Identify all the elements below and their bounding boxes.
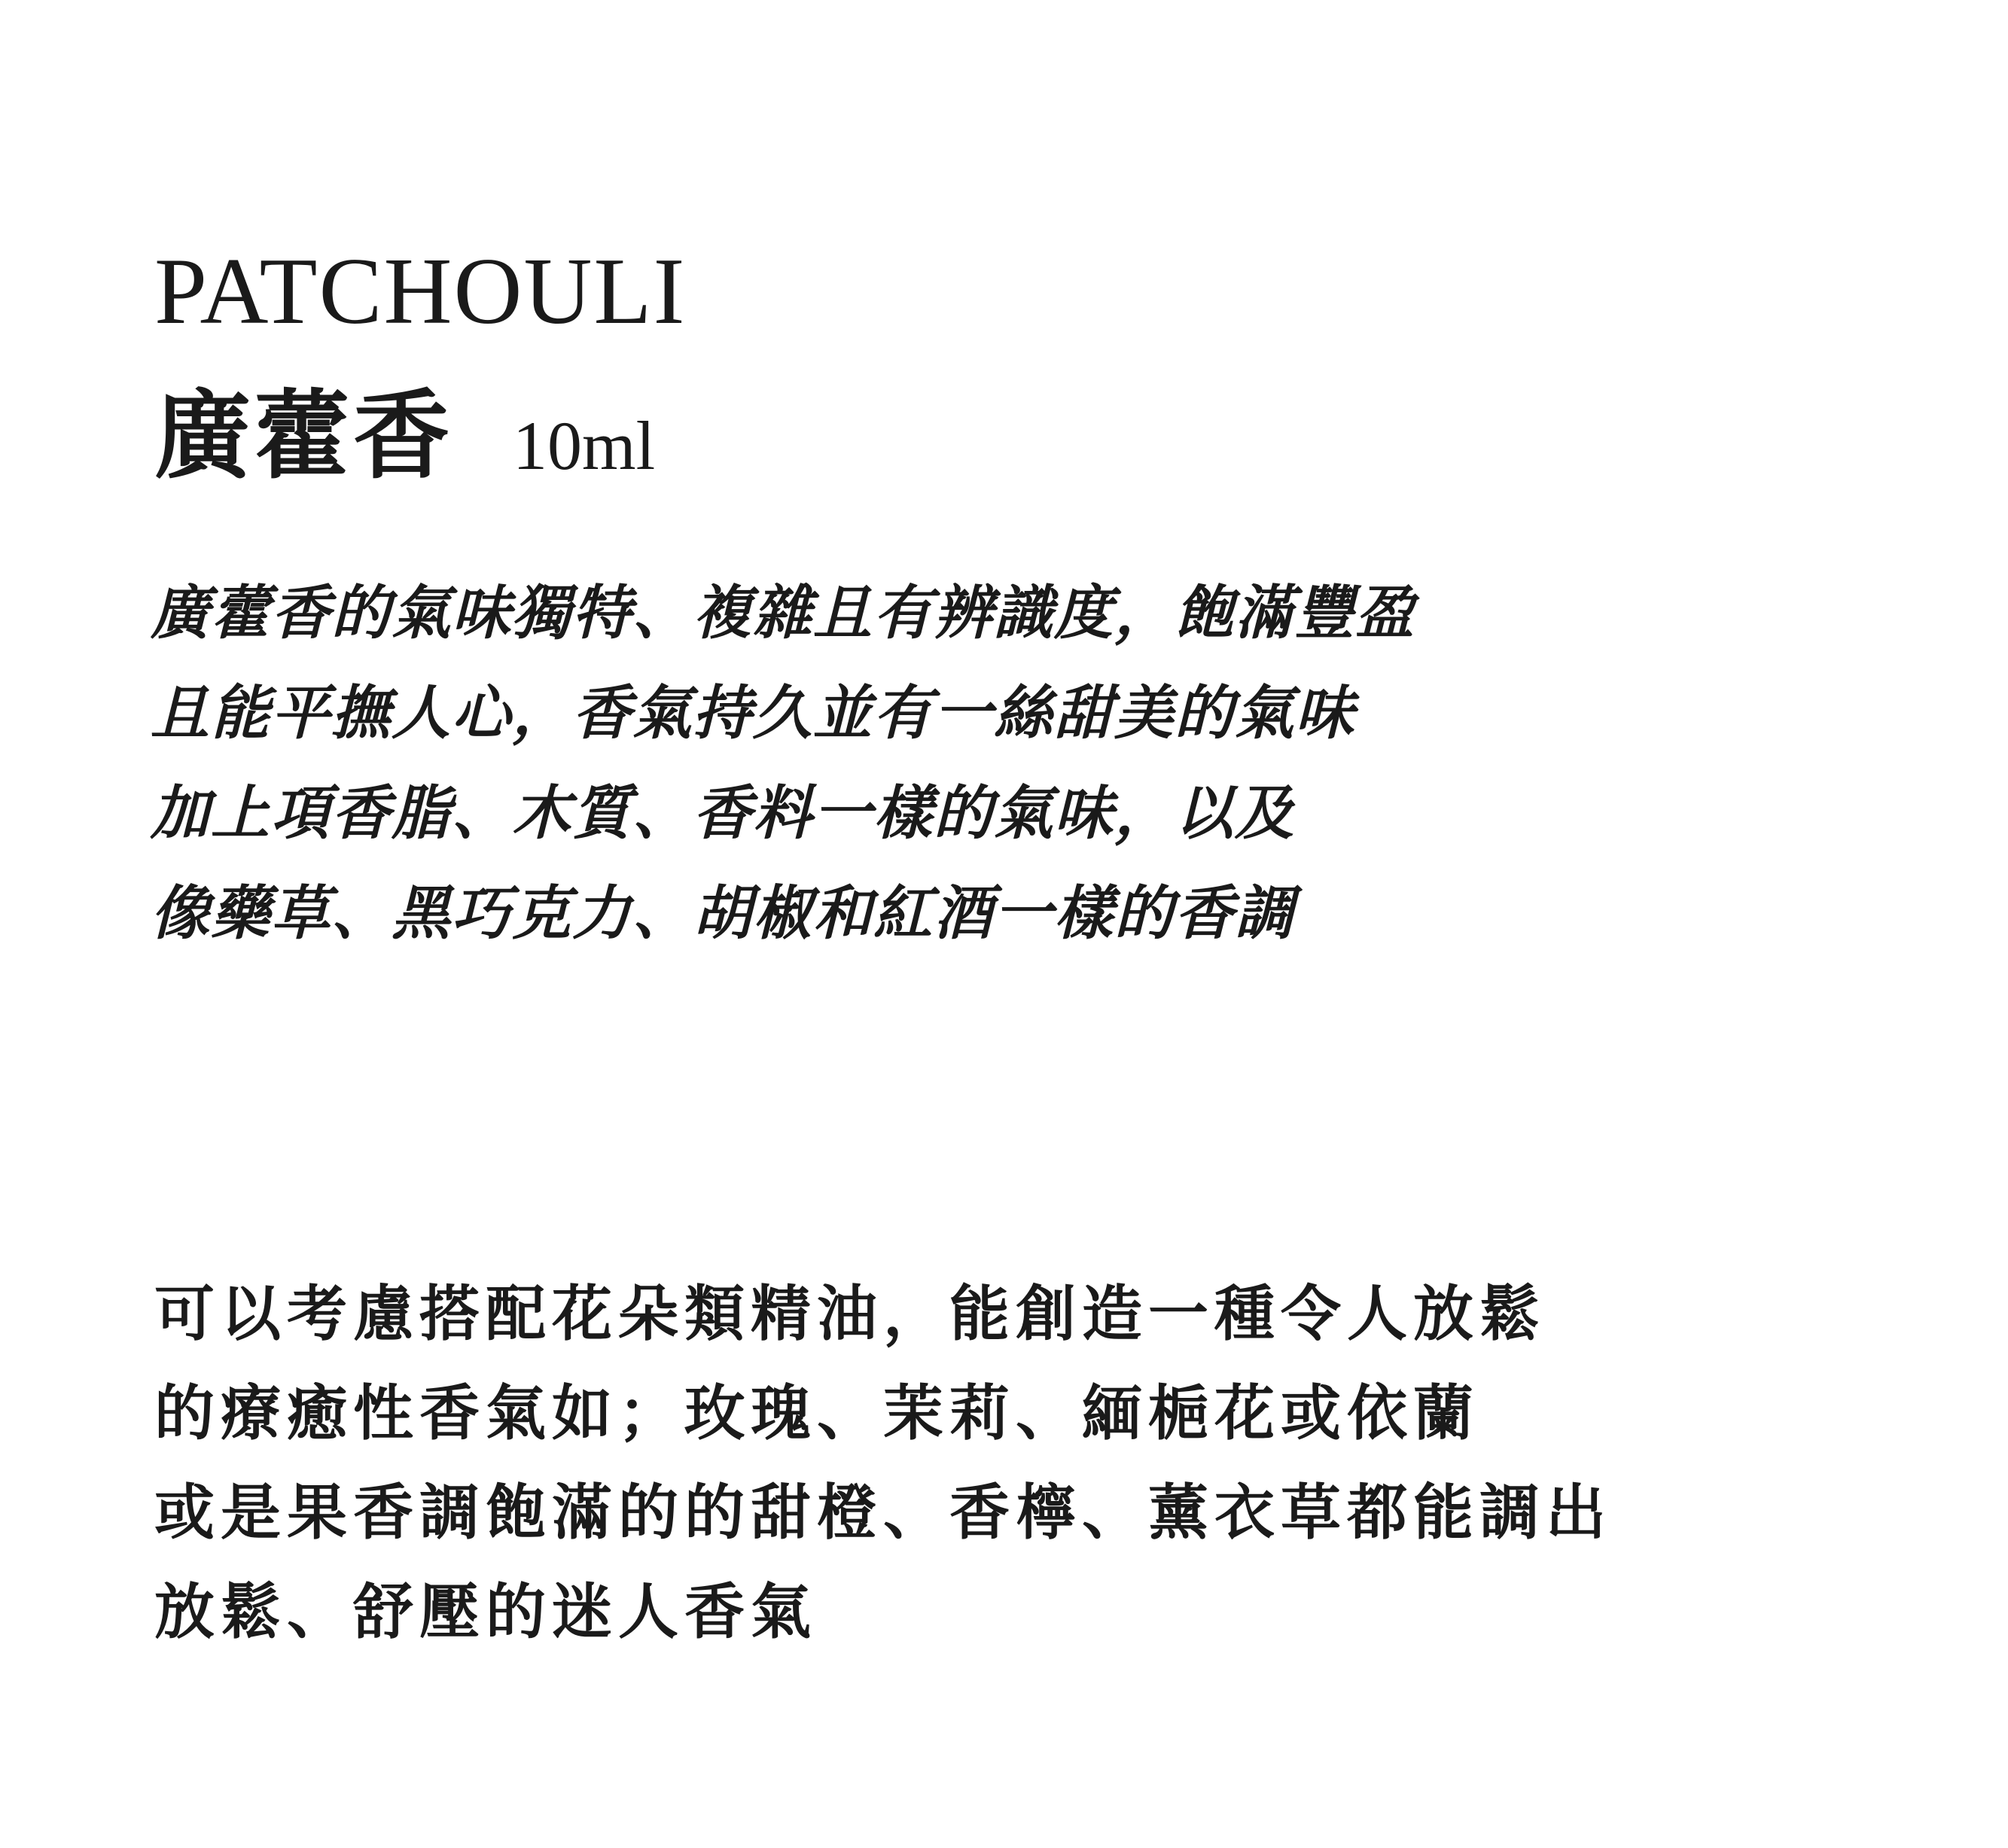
product-name-en: PATCHOULI: [154, 239, 687, 344]
pairing-suggestion: [154, 1265, 1612, 1662]
pairing-line: 或是果香調飽滿的的甜橙、香檸、薰衣草都能調出: [154, 1478, 1612, 1548]
pairing-line: 可以考慮搭配花朵類精油，能創造一種令人放鬆: [154, 1279, 1546, 1349]
product-name-zh: 廣藿香: [154, 379, 453, 492]
scent-description: [151, 563, 1415, 964]
product-title-row: [154, 379, 656, 492]
description-line: 加上項香脂、木質、香料一樣的氣味，以及: [151, 779, 1296, 848]
description-line: 廣藿香的氣味獨特、複雜且有辨識度，飽滿豐盈: [151, 579, 1416, 647]
product-volume: 10ml: [513, 407, 656, 484]
description-line: 且能平撫人心，香氣持久並有一絲甜美的氣味: [151, 679, 1356, 747]
description-line: 像藥草、黑巧克力、胡椒和紅酒一樣的香調: [151, 879, 1296, 948]
pairing-line: 放鬆、舒壓的迷人香氣: [154, 1577, 817, 1647]
pairing-line: 的療癒性香氣如；玫瑰、茉莉、緬梔花或依蘭: [154, 1378, 1479, 1448]
